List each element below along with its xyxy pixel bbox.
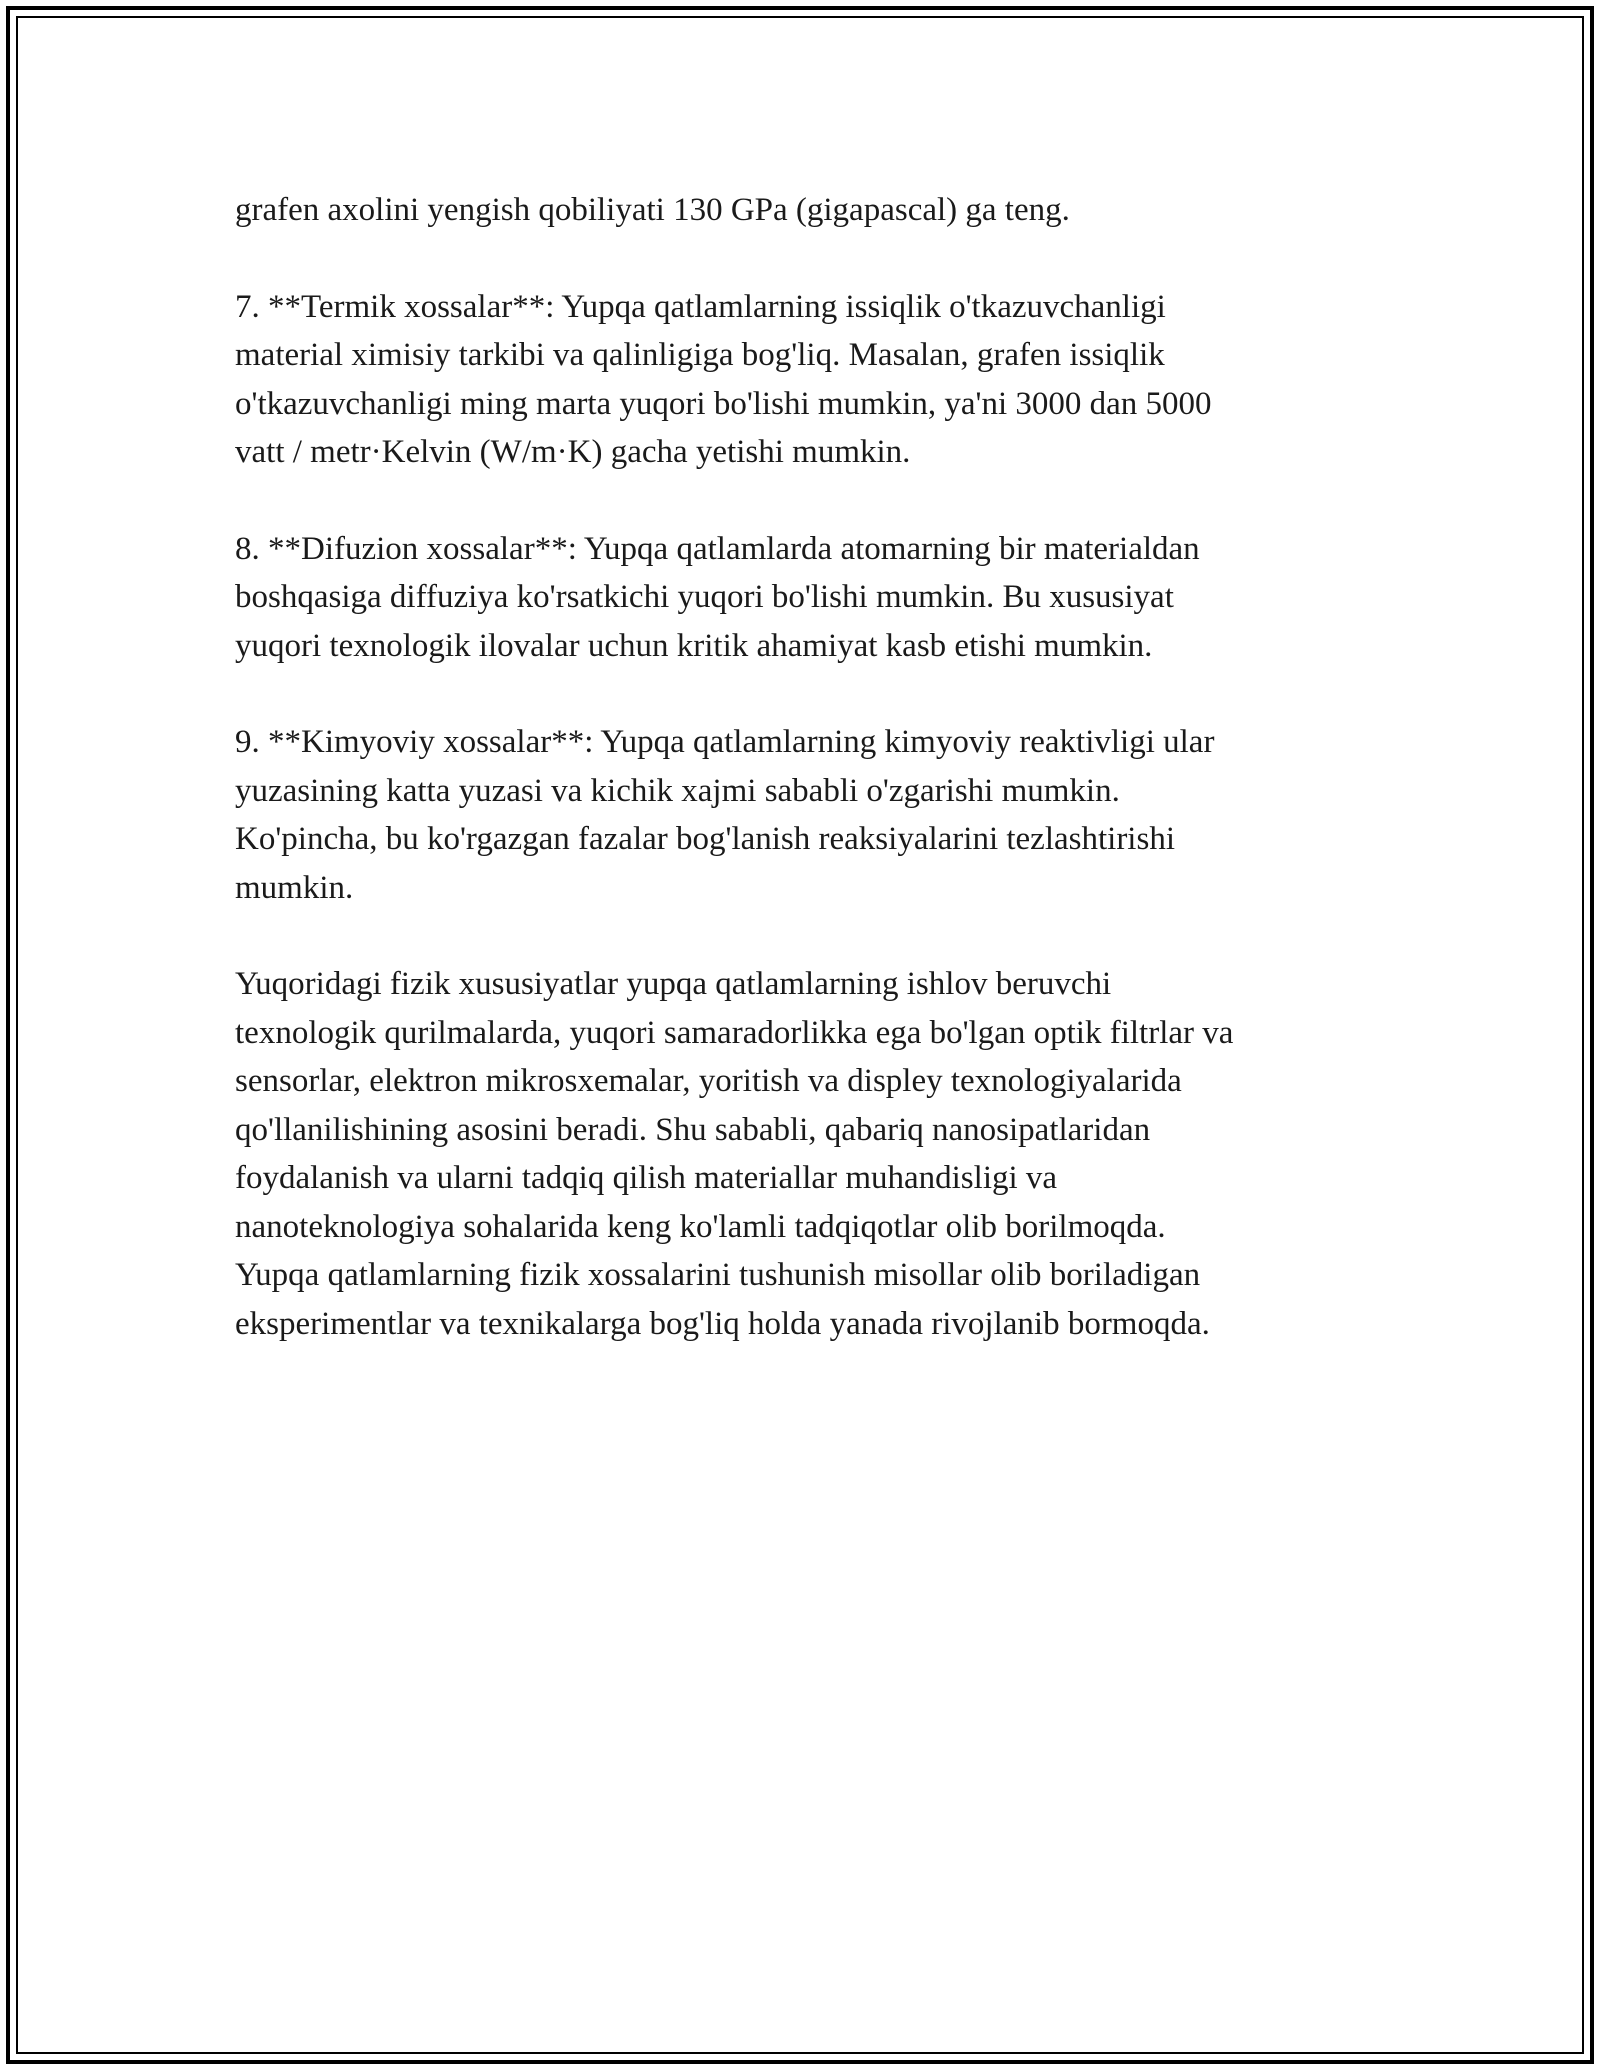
paragraph-diffusion-properties: 8. **Difuzion xossalar**: Yupqa qatlamlarda atomarning bir materialdan boshqasiga diffuziya ko'rsatkichi yuqori bo'lishi mumkin. Bu xususiyat yuqori texnologik ilovalar uchun kritik ahamiyat kasb etishi mumkin.: [235, 530, 1200, 664]
paragraph-graphene-strength: grafen axolini yengish qobiliyati 130 GPa (gigapascal) ga teng.: [235, 192, 1070, 228]
paragraph-thermal-properties: 7. **Termik xossalar**: Yupqa qatlamlarning issiqlik o'tkazuvchanligi material ximisiy tarkibi va qalinligiga bog'liq. Masalan, grafen issiqlik o'tkazuvchanligi ming marta yuqori bo'lishi mumkin, ya'ni 3000 dan 5000 vatt / metr·Kelvin (W/m·K) gacha yetishi mumkin.: [235, 288, 1212, 470]
paragraph-conclusion: Yuqoridagi fizik xususiyatlar yupqa qatlamlarning ishlov beruvchi texnologik qurilmalarda, yuqori samaradorlikka ega bo'lgan optik filtrlar va sensorlar, elektron mikrosxemalar, yoritish va displey texnologiyalarida qo'llanilishining asosini beradi. Shu sababli, qabariq nanosipatlaridan foydalanish va ularni tadqiq qilish materiallar muhandisligi va nanoteknologiya sohalarida keng ko'lamli tadqiqotlar olib borilmoqda. Yupqa qatlamlarning fizik xossalarini tushunish misollar olib boriladigan eksperimentlar va texnikalarga bog'liq holda yanada rivojlanib bormoqda.: [235, 966, 1234, 1342]
paragraph-chemical-properties: 9. **Kimyoviy xossalar**: Yupqa qatlamlarning kimyoviy reaktivligi ular yuzasining katta yuzasi va kichik xajmi sababli o'zgarishi mumkin. Ko'pincha, bu ko'rgazgan fazalar bog'lanish reaksiyalarini tezlashtirishi mumkin.: [235, 724, 1215, 906]
document-body: [235, 186, 1365, 1396]
